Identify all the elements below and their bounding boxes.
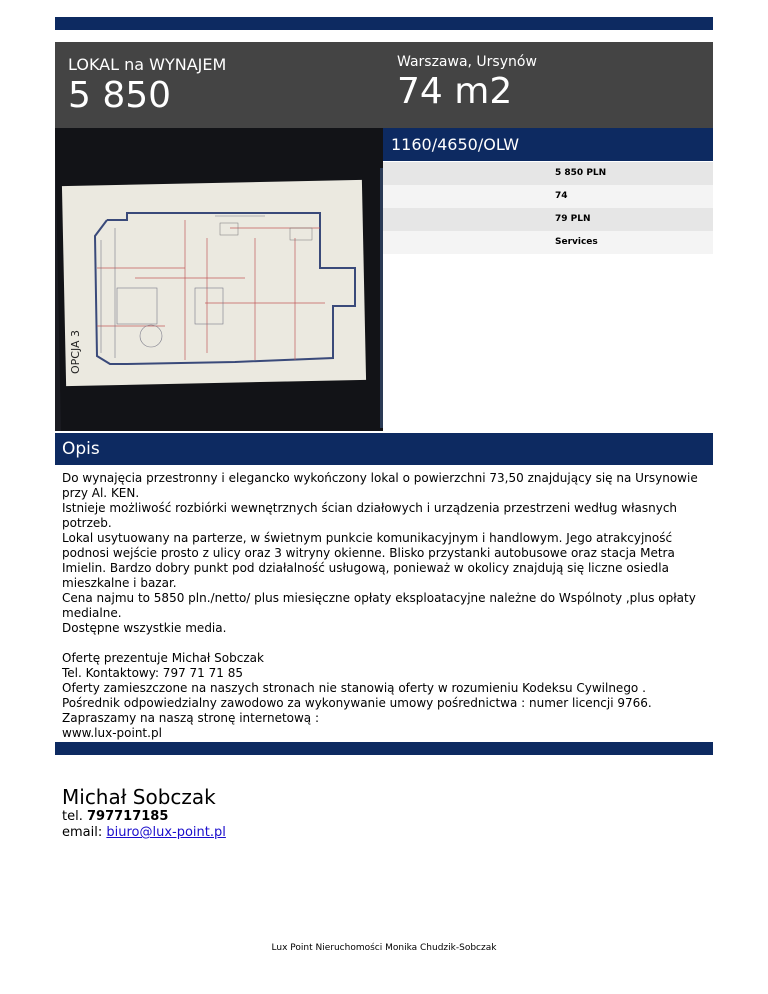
description-line: Do wynajęcia przestronny i elegancko wykończony lokal o powierzchni 73,50 znajdujący się na Ursynowie przy Al. KEN. bbox=[62, 471, 698, 500]
floor-plan-photo[interactable] bbox=[55, 128, 383, 431]
param-value: 74 bbox=[555, 191, 568, 201]
offer-location: Warszawa, Ursynów bbox=[397, 54, 537, 70]
email-label: email: bbox=[62, 825, 103, 840]
contact-line: Pośrednik odpowiedzialny zawodowo za wykonywanie umowy pośrednictwa : numer licencji 9766. bbox=[62, 696, 652, 710]
agent-email-line bbox=[62, 825, 226, 841]
footer-company: Lux Point Nieruchomości Monika Chudzik-Sobczak bbox=[271, 943, 497, 953]
top-accent-bar bbox=[55, 17, 713, 30]
description-spacer bbox=[62, 636, 707, 651]
offer-area: 74 m2 bbox=[397, 71, 513, 112]
agent-name: Michał Sobczak bbox=[62, 785, 216, 809]
floor-plan-image bbox=[55, 128, 383, 431]
agent-phone: 797717185 bbox=[86, 809, 169, 824]
phone-label: tel. bbox=[62, 809, 83, 824]
reference-number: 1160/4650/OLW bbox=[391, 135, 520, 154]
params-table bbox=[383, 162, 713, 254]
agent-card bbox=[62, 785, 226, 841]
description-line: Cena najmu to 5850 pln./netto/ plus miesięczne opłaty eksploatacyjne należne do Wspólnoty ,plus opłaty medialne. bbox=[62, 591, 696, 620]
param-value: 79 PLN bbox=[555, 214, 591, 224]
description-heading-bar bbox=[55, 433, 713, 465]
param-row-area bbox=[383, 185, 713, 208]
description-line: Istnieje możliwość rozbiórki wewnętrznych ścian działowych i urządzenia przestrzeni według własnych potrzeb. bbox=[62, 501, 678, 530]
description-body bbox=[62, 471, 707, 741]
param-row-price bbox=[383, 162, 713, 185]
plan-label: OPCJA 3 bbox=[69, 329, 82, 374]
reference-bar bbox=[383, 128, 713, 161]
agent-phone-line bbox=[62, 809, 226, 825]
agent-email-link[interactable]: biuro@lux-point.pl bbox=[106, 825, 226, 840]
offer-type: LOKAL na WYNAJEM bbox=[68, 55, 227, 74]
description-title: Opis bbox=[62, 439, 100, 459]
contact-line: Ofertę prezentuje Michał Sobczak bbox=[62, 651, 264, 665]
contact-line: Zapraszamy na naszą stronę internetową : bbox=[62, 711, 320, 725]
param-value: 5 850 PLN bbox=[555, 168, 607, 178]
param-row-price-per-m2 bbox=[383, 208, 713, 231]
website-line: www.lux-point.pl bbox=[62, 726, 162, 740]
offer-header bbox=[55, 42, 713, 128]
param-value: Services bbox=[555, 237, 598, 247]
bottom-accent-bar bbox=[55, 742, 713, 755]
contact-line: Oferty zamieszczone na naszych stronach nie stanowią oferty w rozumieniu Kodeksu Cywilnego . bbox=[62, 681, 646, 695]
contact-line: Tel. Kontaktowy: 797 71 71 85 bbox=[62, 666, 243, 680]
param-row-type bbox=[383, 231, 713, 254]
description-line: Dostępne wszystkie media. bbox=[62, 621, 227, 635]
description-line: Lokal usytuowany na parterze, w świetnym punkcie komunikacyjnym i handlowym. Jego atrakcyjność podnosi wejście prosto z ulicy oraz 3 witryny okienne. Blisko przystanki autobusowe oraz stacja Metra Imielin. Bardzo dobry punkt pod działalność usługową, ponieważ w okolicy znajdują się liczne osiedla mieszkalne i bazar. bbox=[62, 531, 675, 590]
offer-price: 5 850 bbox=[68, 75, 172, 116]
